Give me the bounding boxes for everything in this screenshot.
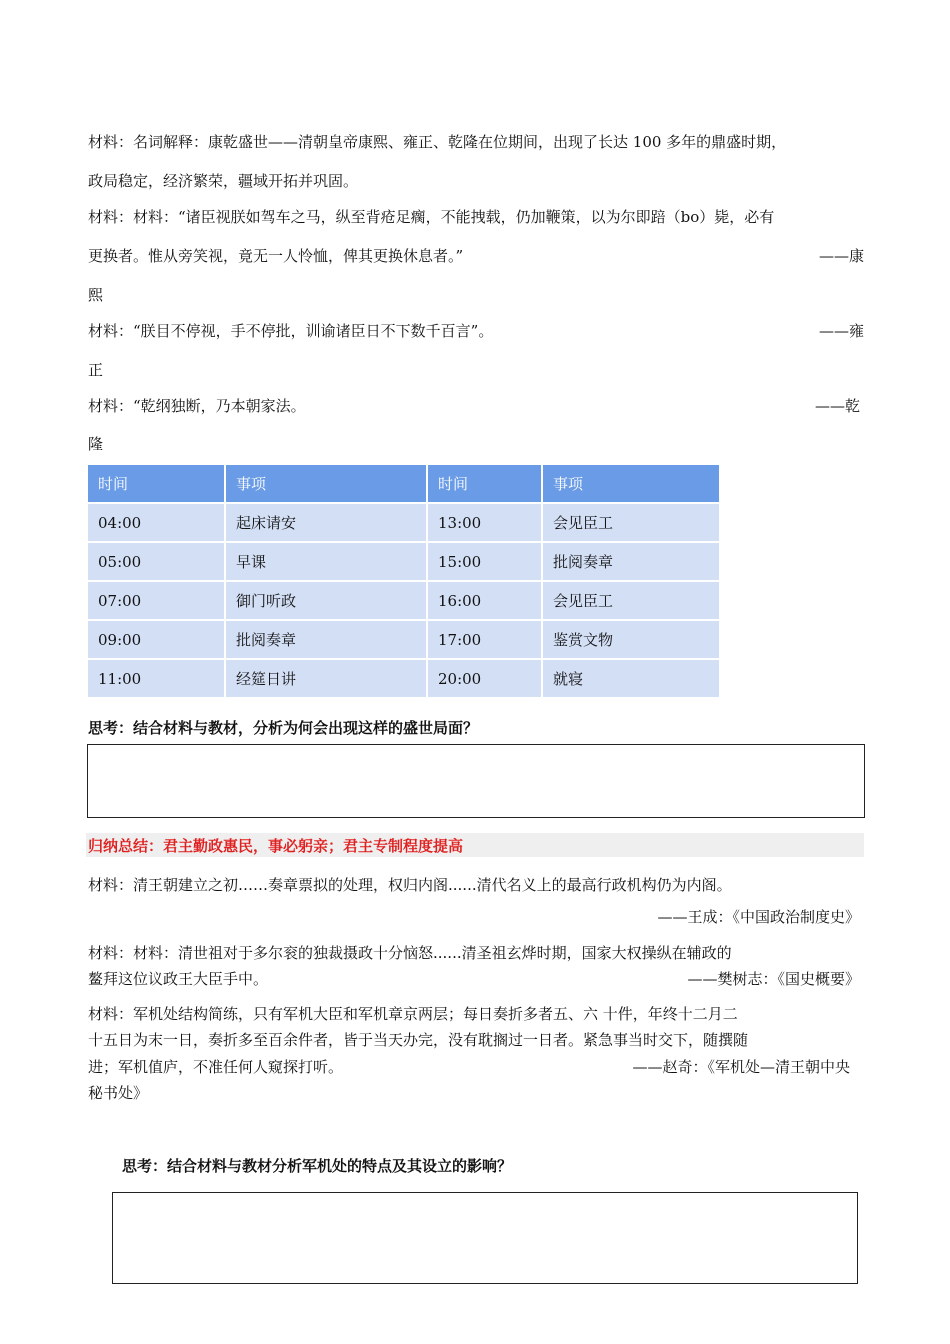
material-qianlong-attribution: ——乾 <box>814 397 860 415</box>
table-cell: 05:00 <box>88 543 224 580</box>
question-junjichu: 思考：结合材料与教材分析军机处的特点及其设立的影响？ <box>122 1157 513 1175</box>
table-header: 时间 <box>428 465 541 502</box>
material-kangxi-attribution-cont: 熙 <box>88 286 104 304</box>
answer-box-prosperity[interactable] <box>87 744 865 818</box>
material-kangqian-line2: 政局稳定，经济繁荣，疆域开拓并巩固。 <box>88 172 359 190</box>
material-neige-attribution: ——王成：《中国政治制度史》 <box>657 908 860 926</box>
summary-banner <box>86 833 864 857</box>
material-junjichu-line4: 秘书处》 <box>88 1084 149 1102</box>
table-cell: 批阅奏章 <box>543 543 719 580</box>
table-row <box>88 660 719 697</box>
table-cell: 16:00 <box>428 582 541 619</box>
material-junjichu-line2: 十五日为末一日，奏折多至百余件者，皆于当天办完，没有耽搁过一日者。紧急事当时交下，随撰随 <box>88 1031 749 1049</box>
table-row <box>88 582 719 619</box>
table-header-row <box>88 465 719 502</box>
material-yongzheng-attribution-cont: 正 <box>88 361 104 379</box>
table-header: 时间 <box>88 465 224 502</box>
table-cell: 早课 <box>226 543 426 580</box>
material-kangxi-line1: 材料：材料：“诸臣视朕如驾车之马，纵至背疮足瘸，不能拽载，仍加鞭策，以为尔即踣（bo）毙，必有 <box>88 208 775 226</box>
material-junjichu-line3: 进；军机值庐，不准任何人窥探打听。 <box>88 1058 344 1076</box>
table-cell: 鉴赏文物 <box>543 621 719 658</box>
material-kangqian-line1: 材料：名词解释：康乾盛世——清朝皇帝康熙、雍正、乾隆在位期间，出现了长达 100 多年的鼎盛时期， <box>88 133 787 151</box>
table-cell: 17:00 <box>428 621 541 658</box>
material-qianlong-attribution-cont: 隆 <box>88 435 104 453</box>
material-aobai-line2: 鳌拜这位议政王大臣手中。 <box>88 970 269 988</box>
material-aobai-line1: 材料：材料：清世祖对于多尔衮的独裁摄政十分恼怒......清圣祖玄烨时期，国家大权操纵在辅政的 <box>88 944 732 962</box>
summary-text: 归纳总结：君主勤政惠民，事必躬亲；君主专制程度提高 <box>88 837 464 855</box>
material-aobai-attribution: ——樊树志：《国史概要》 <box>687 970 860 988</box>
table-cell: 11:00 <box>88 660 224 697</box>
table-row <box>88 543 719 580</box>
table-cell: 会见臣工 <box>543 504 719 541</box>
table-cell: 批阅奏章 <box>226 621 426 658</box>
material-kangxi-attribution: ——康 <box>818 247 864 265</box>
material-yongzheng-line1: 材料：“朕目不停视，手不停批，训谕诸臣日不下数千百言”。 <box>88 322 494 340</box>
table-cell: 经筵日讲 <box>226 660 426 697</box>
material-junjichu-line1: 材料：军机处结构简练，只有军机大臣和军机章京两层；每日奏折多者五、六 十件，年终十二月二 <box>88 1005 738 1023</box>
table-row <box>88 621 719 658</box>
table-header: 事项 <box>226 465 426 502</box>
material-neige-line1: 材料：清王朝建立之初……奏章票拟的处理，权归内阁......清代名义上的最高行政机构仍为内阁。 <box>88 876 732 894</box>
table-cell: 起床请安 <box>226 504 426 541</box>
table-cell: 15:00 <box>428 543 541 580</box>
material-yongzheng-attribution: ——雍 <box>818 322 864 340</box>
table-row <box>88 504 719 541</box>
table-header: 事项 <box>543 465 719 502</box>
table-cell: 13:00 <box>428 504 541 541</box>
table-cell: 07:00 <box>88 582 224 619</box>
material-kangxi-line2: 更换者。惟从旁笑视，竟无一人怜恤，俾其更换休息者。” <box>88 247 464 265</box>
emperor-schedule-table <box>86 463 721 699</box>
table-cell: 会见臣工 <box>543 582 719 619</box>
question-prosperity: 思考：结合材料与教材，分析为何会出现这样的盛世局面？ <box>88 719 479 737</box>
table-cell: 就寝 <box>543 660 719 697</box>
table-cell: 20:00 <box>428 660 541 697</box>
table-cell: 御门听政 <box>226 582 426 619</box>
answer-box-junjichu[interactable] <box>112 1192 858 1284</box>
material-qianlong-line1: 材料：“乾纲独断，乃本朝家法。 <box>88 397 306 415</box>
material-junjichu-attribution: ——赵奇：《军机处—清王朝中央 <box>632 1058 850 1076</box>
table-cell: 09:00 <box>88 621 224 658</box>
table-cell: 04:00 <box>88 504 224 541</box>
